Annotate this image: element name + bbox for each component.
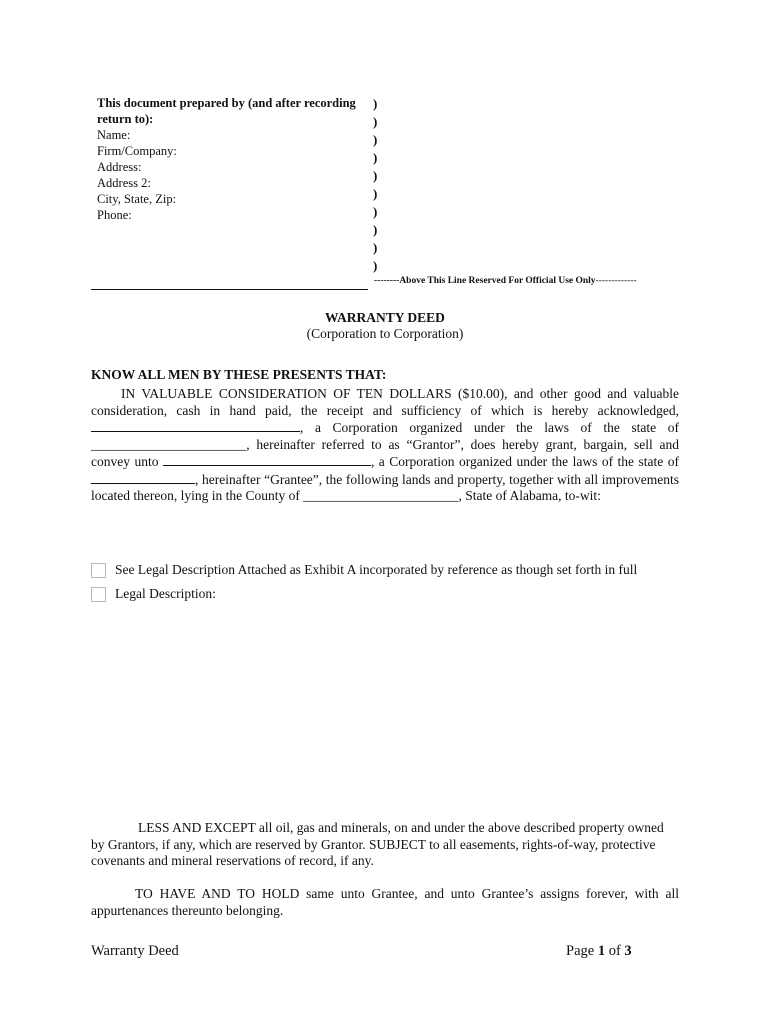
option-legal-row[interactable]: [91, 586, 216, 602]
page-number: [566, 943, 632, 960]
consideration-text-2: , a Corporation organized under the laws of the state of: [300, 420, 679, 435]
of-word: of: [608, 943, 621, 959]
page-current: 1: [597, 943, 606, 959]
field-phone: Phone:: [97, 208, 132, 222]
official-use-notice: [374, 276, 637, 286]
document-subtitle: (Corporation to Corporation): [306, 326, 464, 341]
legal-description-checkbox[interactable]: [91, 587, 106, 602]
consideration-paragraph: [91, 386, 679, 505]
option-exhibit-row[interactable]: [91, 562, 637, 578]
paren: ): [373, 150, 378, 165]
separator-line: [91, 289, 368, 290]
paren: ): [373, 258, 378, 273]
field-address2: Address 2:: [97, 176, 151, 190]
document-title: WARRANTY DEED: [325, 310, 445, 325]
habendum-paragraph: [91, 886, 679, 919]
paren: ): [373, 168, 378, 183]
exhibit-checkbox[interactable]: [91, 563, 106, 578]
legal-description-label: Legal Description:: [115, 586, 216, 601]
footer-title: Warranty Deed: [91, 943, 179, 959]
reserved-text: Above This Line Reserved For Official Use Only: [399, 276, 596, 286]
field-address: Address:: [97, 160, 142, 174]
less-except-text: LESS AND EXCEPT all oil, gas and minerals, on and under the above described property owned by Grantors, if any, which are reserved by Grantor. SUBJECT to all easements, rights-of-way, protective covenants and mineral reservations of record, if any.: [91, 820, 664, 868]
paren: ): [373, 114, 378, 129]
paren: ): [373, 222, 378, 237]
page-total: 3: [624, 943, 632, 959]
field-city-state-zip: City, State, Zip:: [97, 192, 177, 206]
reserved-tail: -------------: [595, 276, 637, 286]
exhibit-label: See Legal Description Attached as Exhibit A incorporated by reference as though set forth in full: [115, 562, 638, 577]
preparer-heading-line1: This document prepared by (and after recording: [97, 96, 356, 110]
paren: ): [373, 96, 378, 111]
habendum-text: TO HAVE AND TO HOLD same unto Grantee, and unto Grantee’s assigns forever, with all appurtenances thereunto belonging.: [91, 886, 679, 918]
bracket-column: [373, 95, 385, 275]
grantee-name-blank[interactable]: [163, 453, 371, 466]
preparer-heading-line2: return to):: [97, 112, 154, 126]
field-name: Name:: [97, 128, 131, 142]
consideration-text-1: IN VALUABLE CONSIDERATION OF TEN DOLLARS ($10.00), and other good and valuable consideration, cash in hand paid, the receipt and sufficiency of which is hereby acknowledged,: [91, 386, 679, 418]
preparer-block: [97, 95, 369, 223]
paren: ): [373, 132, 378, 147]
grantor-name-blank[interactable]: [91, 419, 300, 432]
consideration-text-4: , a Corporation organized under the laws of the state of: [370, 454, 679, 469]
consideration-text-3: _______________________, hereinafter referred to as “Grantor”, does hereby grant, bargain, sell and convey unto: [91, 436, 679, 469]
grantee-state-blank[interactable]: [91, 471, 195, 484]
paren: ): [373, 240, 378, 255]
less-except-paragraph: [91, 820, 679, 870]
paren: ): [373, 186, 378, 201]
field-firm: Firm/Company:: [97, 144, 177, 158]
consideration-text-5: , hereinafter “Grantee”, the following lands and property, together with all improvements located thereon, lying in the County of _______________________, State of Alabama, to-wit:: [91, 471, 679, 503]
paren: ): [373, 204, 378, 219]
know-all-men-heading: KNOW ALL MEN BY THESE PRESENTS THAT:: [91, 367, 387, 382]
page-word: Page: [566, 943, 595, 959]
reserved-lead: --------: [374, 276, 400, 286]
